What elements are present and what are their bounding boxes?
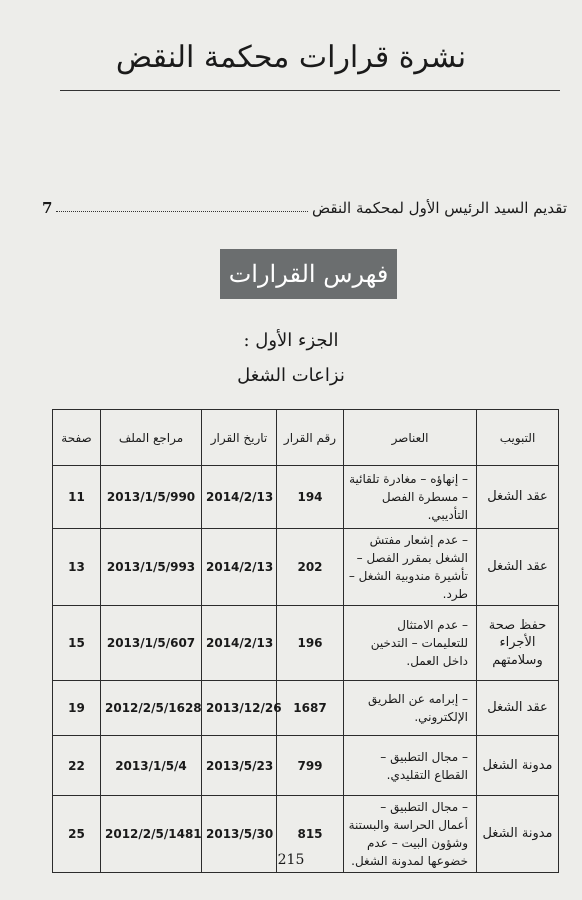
toc-entry-page: 7	[42, 199, 53, 217]
row-decision-number: 194	[277, 466, 344, 529]
row-file-ref: 2013/1/5/990	[101, 466, 202, 529]
row-file-ref: 2012/2/5/1481	[101, 796, 202, 873]
row-page: 11	[53, 466, 101, 529]
row-decision-date: 2013/5/30	[202, 796, 277, 873]
decisions-table	[52, 409, 559, 873]
table-row	[53, 466, 559, 529]
row-elements: – عدم الامتثال للتعليمات – التدخين داخل العمل.	[344, 606, 477, 681]
toc-entry	[42, 193, 567, 217]
table-header-row	[53, 410, 559, 466]
table-row	[53, 736, 559, 796]
row-category: عقد الشغل	[477, 681, 559, 736]
row-decision-number: 202	[277, 529, 344, 606]
row-decision-number: 815	[277, 796, 344, 873]
row-file-ref: 2013/1/5/4	[101, 736, 202, 796]
row-file-ref: 2012/2/5/1628	[101, 681, 202, 736]
row-decision-date: 2013/12/26	[202, 681, 277, 736]
page-number: 215	[277, 852, 305, 868]
row-page: 25	[53, 796, 101, 873]
row-elements: – إنهاؤه – مغادرة تلقائية – مسطرة الفصل التأديبي.	[344, 466, 477, 529]
toc-leader-dots	[56, 211, 308, 212]
row-elements: – عدم إشعار مفتش الشغل بمقرر الفصل – تأشيرة مندوبية الشغل – طرد.	[344, 529, 477, 606]
row-page: 22	[53, 736, 101, 796]
row-category: مدونة الشغل	[477, 736, 559, 796]
row-file-ref: 2013/1/5/993	[101, 529, 202, 606]
table-row	[53, 606, 559, 681]
publication-title: نشرة قرارات محكمة النقض	[115, 40, 467, 75]
column-header-page: صفحة	[53, 410, 101, 466]
column-header-elements: العناصر	[344, 410, 477, 466]
section-heading: نزاعات الشغل	[237, 365, 345, 386]
row-category: عقد الشغل	[477, 529, 559, 606]
column-header-category: التبويب	[477, 410, 559, 466]
row-elements: – إبرامه عن الطريق الإلكتروني.	[344, 681, 477, 736]
row-page: 15	[53, 606, 101, 681]
table-row	[53, 529, 559, 606]
toc-entry-text: تقديم السيد الرئيس الأول لمحكمة النقض	[311, 199, 567, 217]
row-decision-date: 2014/2/13	[202, 529, 277, 606]
table-row	[53, 681, 559, 736]
column-header-decision-date: تاريخ القرار	[202, 410, 277, 466]
row-decision-number: 196	[277, 606, 344, 681]
column-header-file-ref: مراجع الملف	[101, 410, 202, 466]
row-file-ref: 2013/1/5/607	[101, 606, 202, 681]
row-decision-number: 1687	[277, 681, 344, 736]
row-decision-date: 2014/2/13	[202, 606, 277, 681]
row-category: حفظ صحة الأجراء وسلامتهم	[477, 606, 559, 681]
row-elements: – مجال التطبيق – أعمال الحراسة والبستنة وشؤون البيت – عدم خضوعها لمدونة الشغل.	[344, 796, 477, 873]
part-heading: الجزء الأول :	[243, 330, 339, 351]
row-category: مدونة الشغل	[477, 796, 559, 873]
row-page: 19	[53, 681, 101, 736]
row-category: عقد الشغل	[477, 466, 559, 529]
index-banner: فهرس القرارات	[220, 249, 397, 299]
title-underline	[60, 90, 560, 91]
row-elements: – مجال التطبيق – القطاع التقليدي.	[344, 736, 477, 796]
row-decision-date: 2013/5/23	[202, 736, 277, 796]
row-decision-number: 799	[277, 736, 344, 796]
row-page: 13	[53, 529, 101, 606]
column-header-decision-number: رقم القرار	[277, 410, 344, 466]
row-decision-date: 2014/2/13	[202, 466, 277, 529]
